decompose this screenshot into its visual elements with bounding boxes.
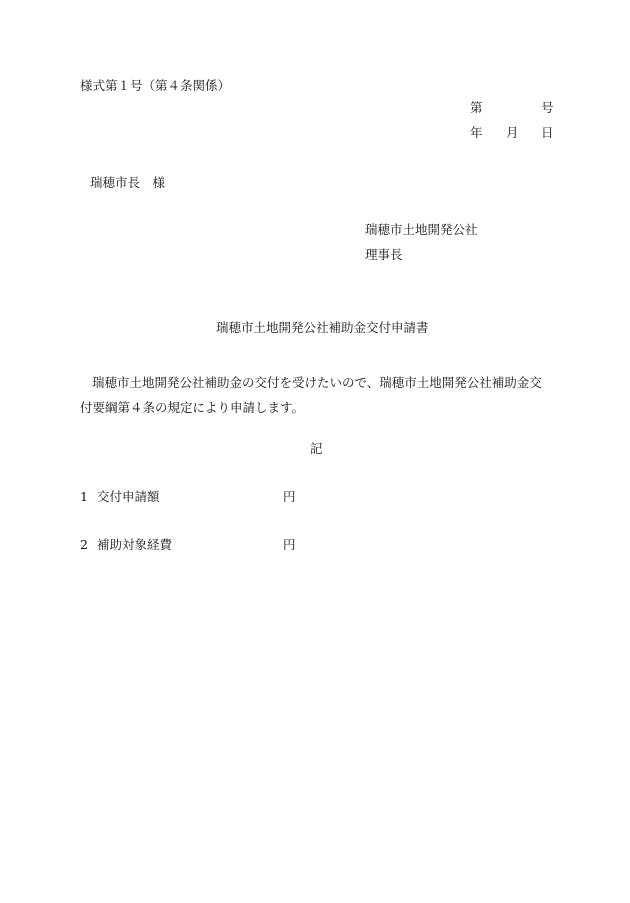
- item-unit-yen: 円: [283, 537, 296, 552]
- addressee: 瑞穂市長 様: [90, 175, 166, 190]
- document-title: 瑞穂市土地開発公社補助金交付申請書: [216, 320, 429, 335]
- applicant-title: 理事長: [365, 247, 403, 262]
- item-number: 2: [80, 537, 88, 552]
- date-month-label: 月: [506, 125, 519, 140]
- date-day-label: 日: [541, 125, 554, 140]
- ki-marker: 記: [310, 441, 323, 456]
- date-year-label: 年: [470, 125, 483, 140]
- document-number-prefix: 第: [470, 100, 483, 115]
- body-paragraph: 瑞穂市土地開発公社補助金の交付を受けたいので、瑞穂市土地開発公社補助金交付要綱第４条の規定により申請します。: [80, 375, 542, 415]
- applicant-organization: 瑞穂市土地開発公社: [365, 222, 478, 237]
- document-number-suffix: 号: [541, 100, 554, 115]
- item-label-application-amount: 交付申請額: [97, 489, 160, 504]
- item-number: 1: [80, 489, 88, 504]
- item-unit-yen: 円: [283, 489, 296, 504]
- form-number: 様式第１号（第４条関係）: [80, 78, 231, 93]
- item-label-eligible-expenses: 補助対象経費: [97, 537, 173, 552]
